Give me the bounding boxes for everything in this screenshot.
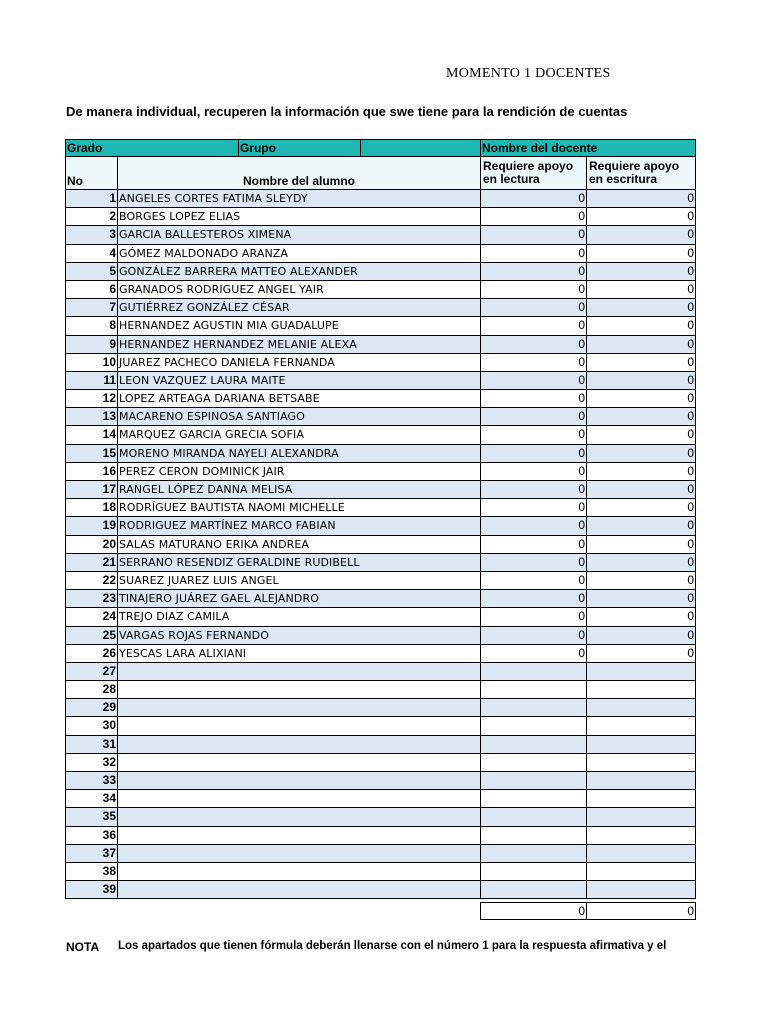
- row-number: 9: [66, 336, 118, 353]
- lectura-cell[interactable]: 0: [481, 645, 587, 662]
- lectura-cell[interactable]: 0: [481, 299, 587, 316]
- row-number: 4: [66, 245, 118, 262]
- row-number: 22: [66, 572, 118, 589]
- column-header-row: [65, 157, 696, 190]
- table-row: [65, 226, 696, 244]
- table-row: [65, 663, 696, 681]
- col-escritura-line1: Requiere apoyo: [589, 159, 680, 173]
- lectura-cell[interactable]: [481, 827, 587, 844]
- nota-label: NOTA: [66, 940, 100, 954]
- student-name-cell[interactable]: HERNANDEZ AGUSTIN MIA GUADALUPE: [118, 317, 481, 334]
- student-name-cell[interactable]: [118, 681, 481, 698]
- student-name-cell[interactable]: GONZÁLEZ BARRERA MATTEO ALEXANDER: [118, 263, 481, 280]
- col-no-label: No: [67, 174, 83, 188]
- row-number: 19: [66, 517, 118, 534]
- lectura-cell[interactable]: 0: [481, 408, 587, 425]
- student-name-cell[interactable]: GUTIÉRREZ GONZÁLEZ CÉSAR: [118, 299, 481, 316]
- lectura-cell[interactable]: [481, 681, 587, 698]
- table-row: [65, 317, 696, 335]
- docente-label: Nombre del docente: [482, 141, 598, 155]
- escritura-cell[interactable]: 0: [687, 591, 694, 606]
- lectura-cell[interactable]: 0: [481, 263, 587, 280]
- row-number: 16: [66, 463, 118, 480]
- document-title: MOMENTO 1 DOCENTES: [446, 66, 611, 81]
- student-name-cell[interactable]: RODRÍGUEZ BAUTISTA NAOMI MICHELLE: [118, 499, 481, 516]
- row-number: 25: [66, 627, 118, 644]
- escritura-cell[interactable]: [587, 863, 695, 880]
- student-name-cell[interactable]: [118, 827, 481, 844]
- row-number: 28: [66, 681, 118, 698]
- grado-label: Grado: [66, 140, 239, 156]
- escritura-cell[interactable]: 0: [687, 391, 694, 406]
- table-row: [65, 681, 696, 699]
- student-name-cell[interactable]: VARGAS ROJAS FERNANDO: [118, 627, 481, 644]
- lectura-cell[interactable]: [481, 790, 587, 807]
- nota-text: Los apartados que tienen fórmula deberán llenarse con el número 1 para la respuesta afirmativa y el: [118, 940, 667, 952]
- escritura-cell[interactable]: [587, 699, 695, 716]
- student-name-cell[interactable]: YESCAS LARA ALIXIANI: [118, 645, 481, 662]
- student-name-cell[interactable]: ANGELES CORTES FATIMA SLEYDY: [118, 190, 481, 207]
- table-row: [65, 790, 696, 808]
- table-row: [65, 699, 696, 717]
- table-row: [65, 881, 696, 899]
- escritura-cell[interactable]: 0: [687, 354, 694, 369]
- row-number: 3: [66, 226, 118, 243]
- lectura-cell[interactable]: 0: [481, 517, 587, 534]
- escritura-cell[interactable]: [587, 717, 695, 734]
- col-nombre: [118, 157, 481, 189]
- lectura-cell[interactable]: 0: [481, 554, 587, 571]
- table-row: [65, 499, 696, 517]
- row-number: 12: [66, 390, 118, 407]
- student-name-cell[interactable]: [118, 699, 481, 716]
- escritura-cell[interactable]: 0: [687, 227, 694, 242]
- table-header-bar: [65, 139, 696, 157]
- col-lectura-line2: en lectura: [483, 172, 540, 186]
- row-number: 23: [66, 590, 118, 607]
- student-name-cell[interactable]: LEON VAZQUEZ LAURA MAITE: [118, 372, 481, 389]
- table-row: [65, 536, 696, 554]
- lectura-cell[interactable]: 0: [481, 245, 587, 262]
- row-number: 18: [66, 499, 118, 516]
- student-name-cell[interactable]: HERNANDEZ HERNANDEZ MELANIE ALEXA: [118, 336, 481, 353]
- lectura-cell[interactable]: [481, 863, 587, 880]
- table-row: [65, 481, 696, 499]
- table-row: [65, 717, 696, 735]
- student-name-cell[interactable]: [118, 772, 481, 789]
- lectura-cell[interactable]: 0: [481, 208, 587, 225]
- lectura-cell[interactable]: 0: [481, 536, 587, 553]
- lectura-cell[interactable]: [481, 717, 587, 734]
- table-row: [65, 772, 696, 790]
- lectura-cell[interactable]: 0: [481, 226, 587, 243]
- col-escritura: [587, 157, 695, 189]
- lectura-cell[interactable]: [481, 736, 587, 753]
- student-name-cell[interactable]: TINAJERO JUÁREZ GAEL ALEJANDRO: [118, 590, 481, 607]
- student-name-cell[interactable]: GÓMEZ MALDONADO ARANZA: [118, 245, 481, 262]
- escritura-cell[interactable]: [587, 736, 695, 753]
- lectura-cell[interactable]: 0: [481, 354, 587, 371]
- escritura-cell[interactable]: 0: [687, 463, 694, 478]
- table-row: [65, 299, 696, 317]
- row-number: 37: [66, 845, 118, 862]
- row-number: 5: [66, 263, 118, 280]
- grupo-value-cell[interactable]: [361, 140, 481, 156]
- row-number: 34: [66, 790, 118, 807]
- grupo-label: Grupo: [239, 140, 361, 156]
- student-name-cell[interactable]: [118, 717, 481, 734]
- table-row: [65, 390, 696, 408]
- table-row: [65, 408, 696, 426]
- lectura-cell[interactable]: 0: [481, 608, 587, 625]
- escritura-cell[interactable]: 0: [687, 482, 694, 496]
- table-row: [65, 281, 696, 299]
- lectura-cell[interactable]: 0: [481, 390, 587, 407]
- student-name-cell[interactable]: [118, 845, 481, 862]
- lectura-cell[interactable]: [481, 663, 587, 680]
- col-lectura: [481, 157, 587, 189]
- escritura-cell[interactable]: [587, 827, 695, 844]
- student-name-cell[interactable]: LOPEZ ARTEAGA DARIANA BETSABE: [118, 390, 481, 407]
- table-row: [65, 372, 696, 390]
- student-name-cell[interactable]: [118, 808, 481, 825]
- table-row: [65, 736, 696, 754]
- row-number: 26: [66, 645, 118, 662]
- row-number: 29: [66, 699, 118, 716]
- escritura-cell[interactable]: 0: [687, 372, 694, 387]
- escritura-cell[interactable]: [587, 881, 695, 898]
- row-number: 14: [66, 426, 118, 443]
- lectura-cell[interactable]: [481, 808, 587, 825]
- student-table-body: [65, 190, 696, 899]
- escritura-cell[interactable]: 0: [687, 627, 694, 642]
- lectura-cell[interactable]: [481, 772, 587, 789]
- row-number: 10: [66, 354, 118, 371]
- row-number: 36: [66, 827, 118, 844]
- student-name-cell[interactable]: MARQUEZ GARCIA GRECIA SOFIA: [118, 426, 481, 443]
- escritura-cell[interactable]: 0: [687, 409, 694, 424]
- row-number: 39: [66, 881, 118, 898]
- row-number: 11: [66, 372, 118, 389]
- escritura-cell[interactable]: [587, 772, 695, 789]
- table-row: [65, 754, 696, 772]
- row-number: 33: [66, 772, 118, 789]
- table-row: [65, 336, 696, 354]
- table-row: [65, 572, 696, 590]
- row-number: 38: [66, 863, 118, 880]
- escritura-cell[interactable]: [587, 663, 695, 680]
- student-name-cell[interactable]: SALAS MATURANO ERIKA ANDREA: [118, 536, 481, 553]
- table-row: [65, 808, 696, 826]
- table-row: [65, 863, 696, 881]
- escritura-cell[interactable]: [587, 790, 695, 807]
- table-row: [65, 554, 696, 572]
- table-row: [65, 245, 696, 263]
- student-name-cell[interactable]: [118, 790, 481, 807]
- escritura-cell[interactable]: 0: [687, 318, 694, 333]
- student-name-cell[interactable]: PEREZ CERON DOMINICK JAIR: [118, 463, 481, 480]
- student-name-cell[interactable]: MORENO MIRANDA NAYELI ALEXANDRA: [118, 445, 481, 462]
- row-number: 31: [66, 736, 118, 753]
- escritura-cell[interactable]: [587, 681, 695, 698]
- escritura-cell[interactable]: 0: [687, 536, 694, 551]
- table-row: [65, 627, 696, 645]
- row-number: 15: [66, 445, 118, 462]
- escritura-cell[interactable]: 0: [687, 445, 694, 460]
- student-name-cell[interactable]: [118, 754, 481, 771]
- lectura-cell[interactable]: [481, 754, 587, 771]
- lectura-cell[interactable]: 0: [481, 372, 587, 389]
- escritura-cell[interactable]: 0: [687, 300, 694, 315]
- row-number: 6: [66, 281, 118, 298]
- lectura-cell[interactable]: 0: [481, 463, 587, 480]
- lectura-cell[interactable]: 0: [481, 190, 587, 207]
- row-number: 2: [66, 208, 118, 225]
- student-name-cell[interactable]: RANGEL LÓPEZ DANNA MELISA: [118, 481, 481, 498]
- student-name-cell[interactable]: [118, 736, 481, 753]
- row-number: 35: [66, 808, 118, 825]
- lectura-cell[interactable]: 0: [481, 481, 587, 498]
- table-row: [65, 608, 696, 626]
- row-number: 30: [66, 717, 118, 734]
- escritura-cell[interactable]: [587, 754, 695, 771]
- lectura-cell[interactable]: 0: [481, 336, 587, 353]
- student-name-cell[interactable]: BORGES LOPEZ ELIAS: [118, 208, 481, 225]
- student-name-cell[interactable]: SUAREZ JUAREZ LUIS ANGEL: [118, 572, 481, 589]
- row-number: 17: [66, 481, 118, 498]
- lectura-cell[interactable]: [481, 881, 587, 898]
- table-row: [65, 645, 696, 663]
- escritura-cell[interactable]: 0: [687, 500, 694, 515]
- row-number: 7: [66, 299, 118, 316]
- row-number: 13: [66, 408, 118, 425]
- lectura-cell[interactable]: 0: [481, 590, 587, 607]
- student-name-cell[interactable]: TREJO DIAZ CAMILA: [118, 608, 481, 625]
- escritura-cell[interactable]: 0: [687, 554, 694, 569]
- lectura-cell[interactable]: 0: [481, 445, 587, 462]
- escritura-cell[interactable]: 0: [687, 609, 694, 624]
- student-name-cell[interactable]: GRANADOS RODRIGUEZ ANGEL YAIR: [118, 281, 481, 298]
- escritura-cell[interactable]: 0: [687, 645, 694, 660]
- col-nombre-label: Nombre del alumno: [242, 174, 355, 188]
- escritura-cell[interactable]: 0: [687, 336, 694, 351]
- table-row: [65, 590, 696, 608]
- lectura-cell[interactable]: 0: [481, 499, 587, 516]
- row-number: 24: [66, 608, 118, 625]
- escritura-cell[interactable]: 0: [687, 281, 694, 296]
- instruction-text: De manera individual, recuperen la información que swe tiene para la rendición de cuentas: [66, 104, 628, 119]
- student-name-cell[interactable]: [118, 863, 481, 880]
- escritura-cell[interactable]: 0: [687, 427, 694, 442]
- totals-row: [480, 902, 696, 920]
- table-row: [65, 208, 696, 226]
- row-number: 21: [66, 554, 118, 571]
- col-escritura-line2: en escritura: [589, 172, 658, 186]
- total-lectura: 0: [481, 903, 587, 919]
- escritura-cell[interactable]: [587, 845, 695, 862]
- table-row: [65, 517, 696, 535]
- student-name-cell[interactable]: RODRIGUEZ MARTÍNEZ MARCO FABIAN: [118, 517, 481, 534]
- lectura-cell[interactable]: 0: [481, 281, 587, 298]
- table-row: [65, 354, 696, 372]
- escritura-cell[interactable]: 0: [687, 245, 694, 260]
- student-name-cell[interactable]: [118, 663, 481, 680]
- table-row: [65, 827, 696, 845]
- escritura-cell[interactable]: 0: [687, 209, 694, 224]
- table-row: [65, 845, 696, 863]
- lectura-cell[interactable]: 0: [481, 627, 587, 644]
- student-name-cell[interactable]: GARCIA BALLESTEROS XIMENA: [118, 226, 481, 243]
- escritura-cell[interactable]: [587, 808, 695, 825]
- row-number: 20: [66, 536, 118, 553]
- row-number: 27: [66, 663, 118, 680]
- lectura-cell[interactable]: [481, 699, 587, 716]
- table-row: [65, 445, 696, 463]
- table-row: [65, 263, 696, 281]
- escritura-cell[interactable]: 0: [687, 572, 694, 587]
- lectura-cell[interactable]: 0: [481, 572, 587, 589]
- col-lectura-line1: Requiere apoyo: [483, 159, 574, 173]
- student-name-cell[interactable]: SERRANO RESENDIZ GERALDINE RUDIBELL: [118, 554, 481, 571]
- escritura-cell[interactable]: 0: [687, 518, 694, 533]
- row-number: 8: [66, 317, 118, 334]
- student-name-cell[interactable]: MACARENO ESPINOSA SANTIAGO: [118, 408, 481, 425]
- lectura-cell[interactable]: [481, 845, 587, 862]
- table-row: [65, 426, 696, 444]
- escritura-cell[interactable]: 0: [687, 263, 694, 278]
- table-row: [65, 190, 696, 208]
- escritura-cell[interactable]: 0: [687, 191, 694, 205]
- total-escritura: 0: [687, 904, 694, 918]
- student-name-cell[interactable]: [118, 881, 481, 898]
- col-no: [66, 157, 118, 189]
- student-name-cell[interactable]: JUAREZ PACHECO DANIELA FERNANDA: [118, 354, 481, 371]
- row-number: 1: [66, 190, 118, 207]
- row-number: 32: [66, 754, 118, 771]
- table-row: [65, 463, 696, 481]
- lectura-cell[interactable]: 0: [481, 317, 587, 334]
- lectura-cell[interactable]: 0: [481, 426, 587, 443]
